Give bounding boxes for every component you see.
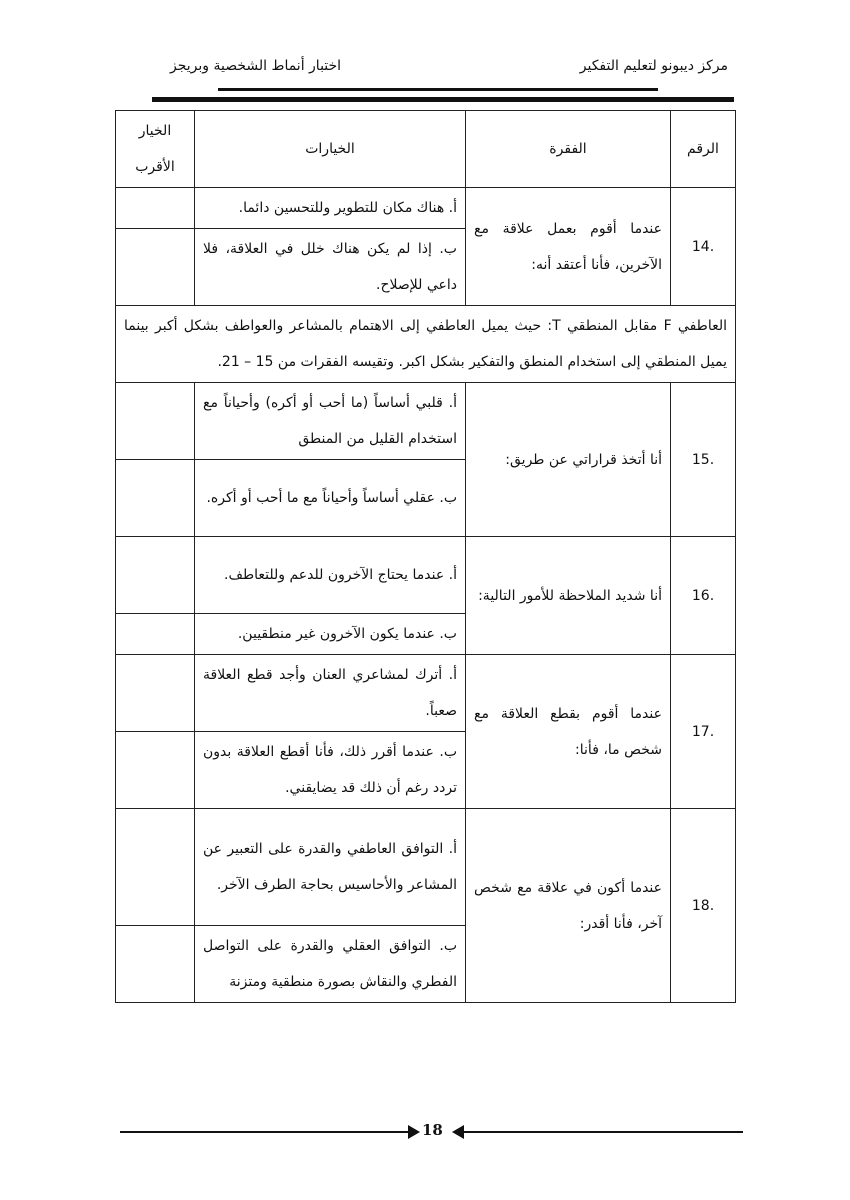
- question-item: أنا شديد الملاحظة للأمور التالية:: [466, 537, 671, 655]
- choice-a: أ. قلبي أساساً (ما أحب أو أكره) وأحياناً مع استخدام القليل من المنطق: [195, 383, 466, 460]
- table-row: [116, 537, 736, 614]
- answer-cell-a[interactable]: [116, 188, 195, 229]
- table-row: [116, 383, 736, 460]
- header-number: الرقم: [671, 111, 736, 188]
- arrow-right-icon: [408, 1125, 420, 1139]
- choice-b: ب. عندما يكون الآخرون غير منطقيين.: [195, 614, 466, 655]
- choice-b: ب. التوافق العقلي والقدرة على التواصل الفطري والنقاش بصورة منطقية ومتزنة: [195, 926, 466, 1003]
- answer-cell-b[interactable]: [116, 229, 195, 306]
- choice-b: ب. عندما أقرر ذلك، فأنا أقطع العلاقة بدون تردد رغم أن ذلك قد يضايقني.: [195, 732, 466, 809]
- answer-cell-a[interactable]: [116, 383, 195, 460]
- answer-cell-b[interactable]: [116, 614, 195, 655]
- question-item: عندما أقوم بقطع العلاقة مع شخص ما، فأنا:: [466, 655, 671, 809]
- table-row: [116, 655, 736, 732]
- info-row: [116, 306, 736, 383]
- answer-cell-a[interactable]: [116, 537, 195, 614]
- answer-cell-b[interactable]: [116, 926, 195, 1003]
- header-item: الفقرة: [466, 111, 671, 188]
- question-item: عندما أكون في علاقة مع شخص آخر، فأنا أقدر:: [466, 809, 671, 1003]
- table-header-row: [116, 111, 736, 188]
- choice-b: ب. إذا لم يكن هناك خلل في العلاقة، فلا داعي للإصلاح.: [195, 229, 466, 306]
- questions-table: [115, 110, 736, 1003]
- header-test-title: اختبار أنماط الشخصية وبريجز: [170, 58, 342, 74]
- choice-a: أ. هناك مكان للتطوير وللتحسين دائما.: [195, 188, 466, 229]
- choice-a: أ. عندما يحتاج الآخرون للدعم وللتعاطف.: [195, 537, 466, 614]
- choice-a: أ. أترك لمشاعري العنان وأجد قطع العلاقة صعباً.: [195, 655, 466, 732]
- footer-rule-right: [458, 1131, 743, 1133]
- answer-cell-b[interactable]: [116, 732, 195, 809]
- table-row: [116, 188, 736, 229]
- page-number: 18: [422, 1121, 443, 1139]
- question-number: .18: [671, 809, 736, 1003]
- choice-b: ب. عقلي أساساً وأحياناً مع ما أحب أو أكره.: [195, 460, 466, 537]
- table-row: [116, 809, 736, 926]
- header-best-line2: الأقرب: [135, 159, 175, 175]
- choice-a: أ. التوافق العاطفي والقدرة على التعبير عن المشاعر والأحاسيس بحاجة الطرف الآخر.: [195, 809, 466, 926]
- question-number: .15: [671, 383, 736, 537]
- question-item: عندما أقوم بعمل علاقة مع الآخرين، فأنا أعتقد أنه:: [466, 188, 671, 306]
- header-best-choice: [116, 111, 195, 188]
- header-rule-thin: [218, 88, 658, 91]
- question-number: .14: [671, 188, 736, 306]
- answer-cell-b[interactable]: [116, 460, 195, 537]
- answer-cell-a[interactable]: [116, 809, 195, 926]
- footer-rule-left: [120, 1131, 418, 1133]
- header-choices: الخيارات: [195, 111, 466, 188]
- answer-cell-a[interactable]: [116, 655, 195, 732]
- header-rule-thick: [152, 97, 734, 102]
- question-item: أنا أتخذ قراراتي عن طريق:: [466, 383, 671, 537]
- section-description: العاطفي F مقابل المنطقي T: حيث يميل العاطفي إلى الاهتمام بالمشاعر والعواطف بشكل أكبر بينما يميل المنطقي إلى استخدام المنطق والتفكير بشكل اكبر. وتقيسه الفقرات من 15 – 21.: [116, 306, 736, 383]
- question-number: .17: [671, 655, 736, 809]
- header-best-line1: الخيار: [138, 123, 172, 139]
- question-number: .16: [671, 537, 736, 655]
- header-center-name: مركز ديبونو لتعليم التفكير: [579, 58, 728, 74]
